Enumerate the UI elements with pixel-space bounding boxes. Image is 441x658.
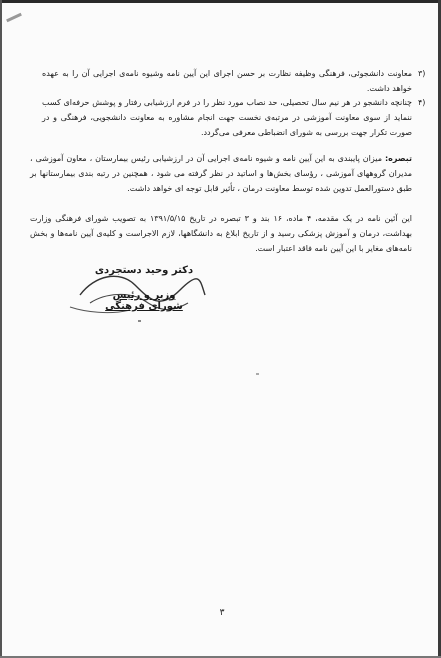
scan-speck [138, 320, 141, 322]
item-text: معاونت دانشجوئی، فرهنگی وظیفه نظارت بر حسن اجرای این آیین نامه وشیوه نامه‌ی اجرایی آن را به عهده خواهد داشت. [42, 69, 412, 93]
list-item [42, 66, 426, 96]
item-number: ۴) [418, 98, 426, 107]
item-text: چنانچه دانشجو در هر نیم سال تحصیلی، حد نصاب مورد نظر را در فرم ارزشیابی رفتار و پوشش حرفه‌ای کسب ننماید از سوی معاونت آموزشی در مرتبه‌ی نخست جهت انجام مشاوره به معاونت دانشجویی، فرهنگی و در صورت تکرار جهت بررسی به شورای انضباطی معرفی می‌گردد. [42, 98, 412, 137]
list-item [42, 95, 426, 140]
item-number: ۳) [418, 69, 426, 78]
closing-paragraph: این آئین نامه در یک مقدمه، ۴ ماده، ۱۶ بند و ۳ تبصره در تاریخ ۱۳۹۱/۵/۱۵ به تصویب شورای فرهنگی وزارت بهداشت، درمان و آموزش پزشکی رسید و از تاریخ ابلاغ به دانشگاهها، لازم الاجراست و کلیه‌ی آیین نامه‌ها و بخش نامه‌های مغایر با این آیین نامه فاقد اعتبار است. [30, 214, 412, 253]
scan-edge-left [0, 0, 2, 658]
note-paragraph [30, 151, 412, 196]
scan-speck [256, 373, 259, 375]
document-page [28, 0, 426, 658]
signatory-title: وزیر و رئیس شورای فرهنگی [105, 290, 183, 312]
note-text: میزان پایبندی به این آیین نامه و شیوه نامه‌ی اجرایی آن در ارزشیابی رئیس بیمارستان ، معاون آموزشی ، مدیران گروههای آموزشی ، رؤسای بخش‌ها و اساتید در نظر گرفته می شود ، همچنین در رتبه بندی بیمارستانها بر طبق دستورالعمل تدوین شده توسط معاونت درمان ، تأثیر قابل توجه ای خواهد داشت. [30, 154, 412, 193]
signature-block [94, 265, 194, 315]
signatory-name: دکتر وحید دستجردی [94, 265, 194, 276]
page-number: ۳ [219, 608, 225, 618]
note-label: تبصره: [384, 154, 412, 163]
scan-smudge [6, 13, 22, 22]
